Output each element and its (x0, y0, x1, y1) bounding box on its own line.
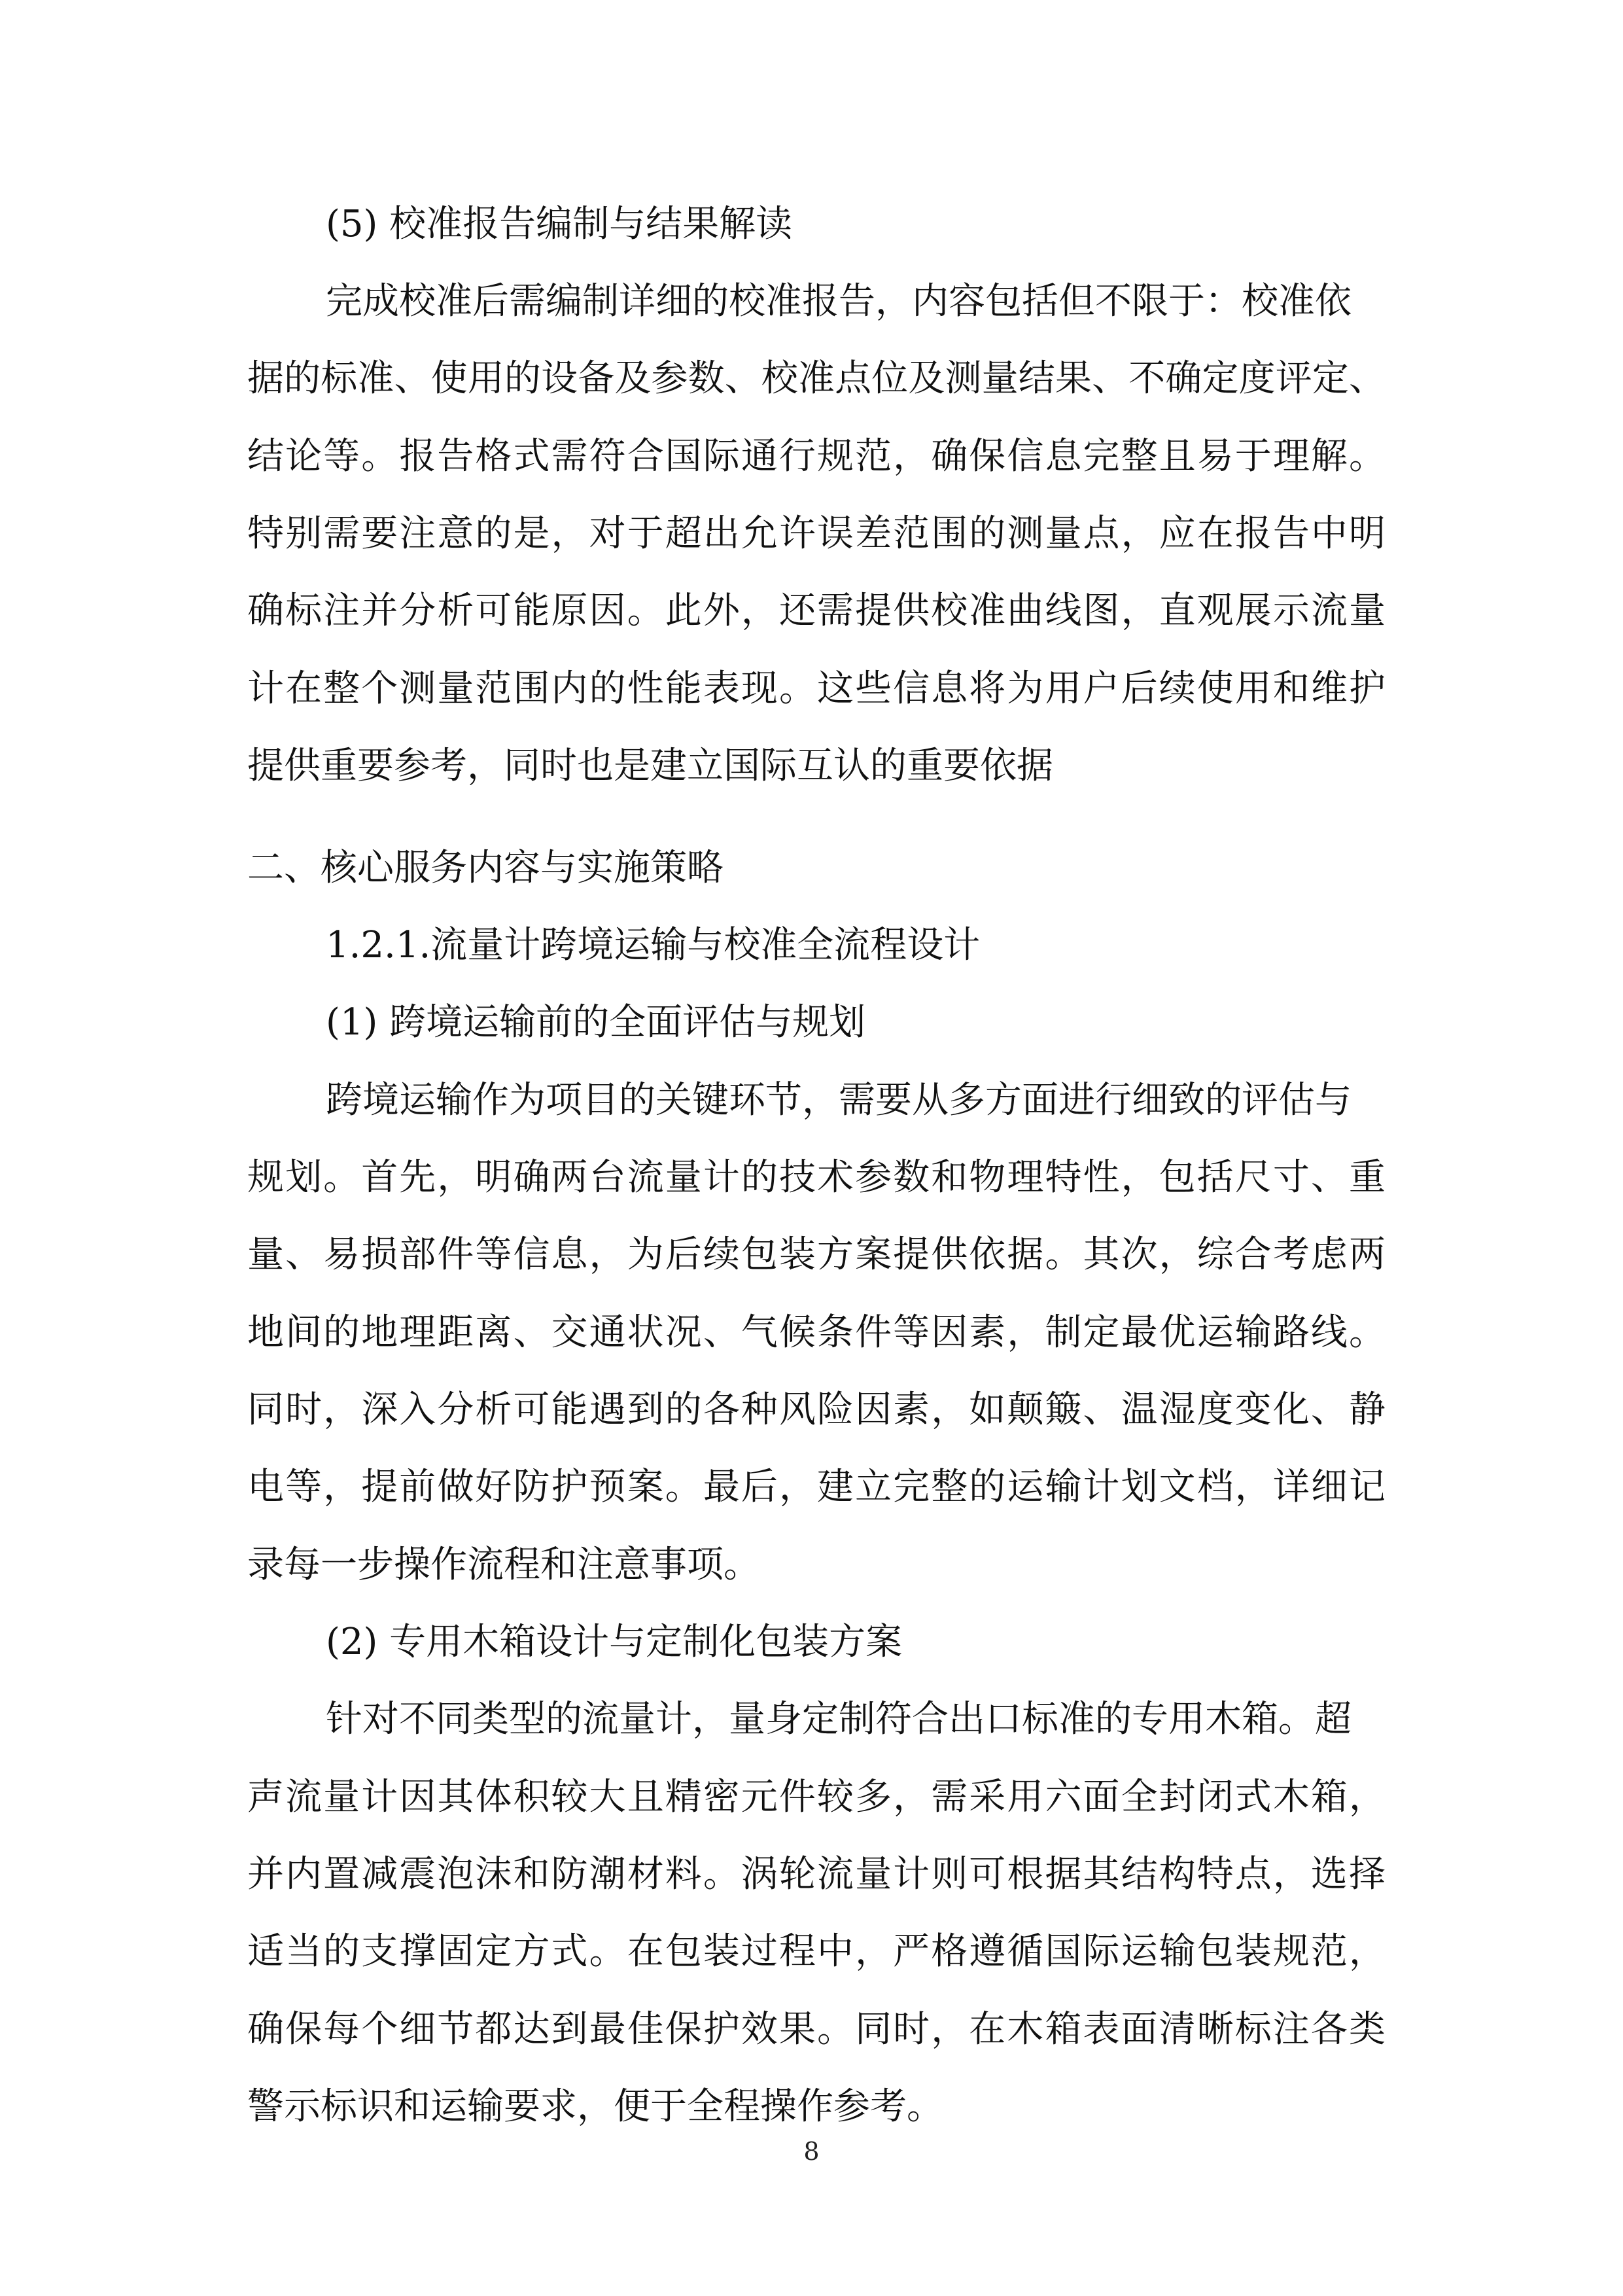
paragraph-line: 确标注并分析可能原因。此外，还需提供校准曲线图，直观展示流量 (247, 590, 1386, 632)
section-2-heading: (2) 专用木箱设计与定制化包装方案 (326, 1621, 903, 1663)
paragraph-line: 确保每个细节都达到最佳保护效果。同时，在木箱表面清晰标注各类 (247, 2008, 1386, 2051)
paragraph-line: 适当的支撑固定方式。在包装过程中，严格遵循国际运输包装规范， (247, 1930, 1386, 1973)
paragraph-line: 地间的地理距离、交通状况、气候条件等因素，制定最优运输路线。 (247, 1311, 1386, 1354)
chapter-heading: 二、核心服务内容与实施策略 (247, 847, 724, 889)
paragraph-line: 电等，提前做好防护预案。最后，建立完整的运输计划文档，详细记 (247, 1466, 1386, 1508)
section-1-heading: (1) 跨境运输前的全面评估与规划 (326, 1001, 866, 1044)
section-5-heading: (5) 校准报告编制与结果解读 (326, 203, 793, 245)
paragraph-line: 提供重要参考，同时也是建立国际互认的重要依据 (247, 745, 1053, 787)
paragraph-line: 特别需要注意的是，对于超出允许误差范围的测量点，应在报告中明 (247, 512, 1386, 555)
paragraph-line: 警示标识和运输要求，便于全程操作参考。 (247, 2085, 943, 2128)
paragraph-line: 规划。首先，明确两台流量计的技术参数和物理特性，包括尺寸、重 (247, 1156, 1386, 1199)
paragraph-line: 并内置减震泡沫和防潮材料。涡轮流量计则可根据其结构特点，选择 (247, 1853, 1386, 1896)
paragraph-line: 声流量计因其体积较大且精密元件较多，需采用六面全封闭式木箱， (247, 1776, 1386, 1818)
paragraph-line: 同时，深入分析可能遇到的各种风险因素，如颠簸、温湿度变化、静 (247, 1388, 1386, 1431)
paragraph-line: 据的标准、使用的设备及参数、校准点位及测量结果、不确定度评定、 (247, 357, 1386, 400)
page-number: 8 (803, 2137, 820, 2166)
paragraph-line: 完成校准后需编制详细的校准报告，内容包括但不限于：校准依 (326, 280, 1352, 323)
subsection-heading: 1.2.1.流量计跨境运输与校准全流程设计 (326, 924, 981, 966)
paragraph-line: 量、易损部件等信息，为后续包装方案提供依据。其次，综合考虑两 (247, 1233, 1386, 1276)
paragraph-line: 计在整个测量范围内的性能表现。这些信息将为用户后续使用和维护 (247, 667, 1386, 710)
paragraph-line: 针对不同类型的流量计，量身定制符合出口标准的专用木箱。超 (326, 1698, 1352, 1740)
paragraph-line: 录每一步操作流程和注意事项。 (247, 1544, 760, 1586)
paragraph-line: 结论等。报告格式需符合国际通行规范，确保信息完整且易于理解。 (247, 435, 1386, 478)
paragraph-line: 跨境运输作为项目的关键环节，需要从多方面进行细致的评估与 (326, 1079, 1352, 1122)
